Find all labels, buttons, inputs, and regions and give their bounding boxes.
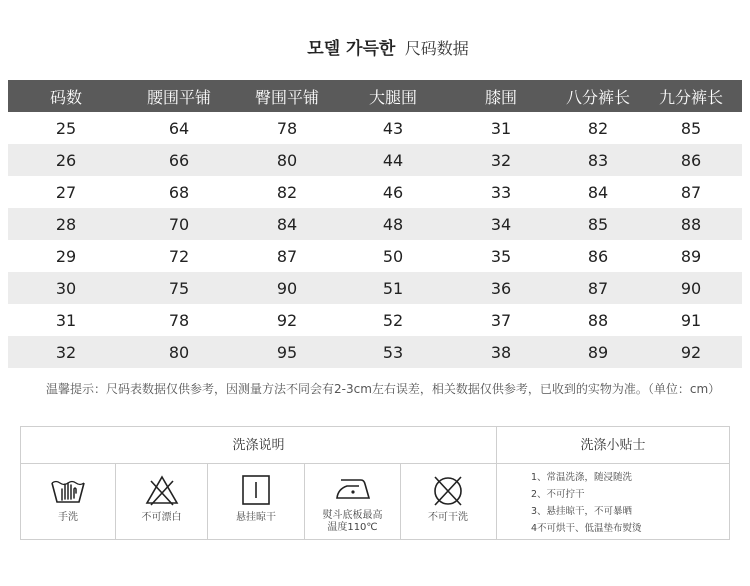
cell-cropped-length: 88 [587,310,609,330]
header-waist: 腰围平铺 [124,80,234,112]
cell-ankle-length: 85 [680,118,702,138]
cell-ankle-length: 88 [640,208,742,240]
cell-waist: 75 [124,272,234,304]
cell-size: 30 [8,272,124,304]
table-row [8,336,742,368]
care-tip: 2、不可拧干 [531,489,585,500]
cell-thigh: 52 [382,310,404,330]
cell-knee: 37 [490,310,512,330]
cell-hip: 82 [276,182,298,202]
cell-cropped-length: 83 [556,144,640,176]
cell-ankle-length: 89 [680,246,702,266]
cell-hip: 80 [234,144,340,176]
header-knee: 膝围 [446,80,556,112]
cell-size: 26 [8,144,124,176]
no-bleach-icon [144,474,180,506]
cell-ankle-length: 87 [680,182,702,202]
cell-knee: 31 [490,118,512,138]
cell-thigh: 53 [340,336,446,368]
table-row [8,144,742,176]
cell-waist: 72 [168,246,190,266]
care-item-no-dry-clean [401,464,495,539]
header-size: 码数 [8,80,124,112]
cell-waist: 80 [124,336,234,368]
cell-size: 28 [8,208,124,240]
cell-waist: 78 [168,310,190,330]
size-table-body [8,112,742,368]
table-row [8,112,742,144]
cell-knee: 38 [446,336,556,368]
cell-thigh: 44 [340,144,446,176]
cell-cropped-length: 82 [587,118,609,138]
cell-ankle-length: 91 [680,310,702,330]
size-table-header [8,80,742,112]
cell-thigh: 50 [382,246,404,266]
care-instructions-title: 洗涤说明 [21,427,497,464]
care-icons-row [21,464,497,539]
page-title [0,34,750,59]
care-tip: 1、常温洗涤，随浸随洗 [531,472,633,483]
cell-hip: 78 [276,118,298,138]
title-chinese: 尺码数据 [404,39,469,58]
cell-knee: 32 [446,144,556,176]
table-row [8,240,742,272]
care-label-no-dry-clean: 不可干洗 [428,512,468,523]
no-dry-clean-icon [430,474,466,508]
cell-waist: 70 [124,208,234,240]
cell-hip: 90 [234,272,340,304]
size-table [8,80,742,368]
cell-cropped-length: 89 [556,336,640,368]
care-tip: 4不可烘干、低温垫布熨烫 [531,523,642,534]
measurement-note: 温馨提示：尺码表数据仅供参考，因测量方法不同会有2-3cm左右误差，相关数据仅供参考，已收到的实物为准。（单位：cm） [46,382,721,396]
table-row [8,304,742,336]
cell-knee: 33 [490,182,512,202]
cell-waist: 66 [124,144,234,176]
cell-hip: 84 [234,208,340,240]
care-label-no-bleach: 不可漂白 [141,512,182,523]
header-ankle-length: 九分裤长 [640,80,742,112]
cell-hip: 87 [276,246,298,266]
cell-cropped-length: 85 [556,208,640,240]
cell-knee: 35 [490,246,512,266]
title-korean: 모델 가득한 [307,39,396,59]
cell-cropped-length: 84 [587,182,609,202]
cell-ankle-length: 90 [640,272,742,304]
cell-knee: 34 [446,208,556,240]
cell-size: 27 [55,182,77,202]
cell-waist: 64 [168,118,190,138]
cell-thigh: 51 [340,272,446,304]
care-item-iron [305,464,401,539]
table-row [8,272,742,304]
cell-knee: 36 [446,272,556,304]
care-tip: 3、悬挂晾干，不可暴晒 [531,506,633,517]
cell-ankle-length: 86 [640,144,742,176]
header-thigh: 大腿围 [340,80,446,112]
care-label-hang-dry: 悬挂晾干 [236,512,276,523]
cell-size: 32 [8,336,124,368]
hand-wash-icon [49,474,87,506]
cell-ankle-length: 92 [640,336,742,368]
hang-dry-icon [240,474,272,506]
cell-size: 29 [55,246,77,266]
care-item-hang-dry [208,464,305,539]
cell-thigh: 46 [382,182,404,202]
cell-thigh: 43 [382,118,404,138]
care-panel [20,426,730,540]
care-item-no-bleach [116,464,208,539]
table-row [8,176,742,208]
table-row [8,208,742,240]
care-label-hand-wash: 手洗 [58,512,78,523]
iron-icon [333,474,373,504]
care-label-iron [305,510,400,534]
cell-size: 31 [55,310,77,330]
header-hip: 臀围平铺 [234,80,340,112]
header-cropped-length: 八分裤长 [556,80,640,112]
care-label-iron-line1: 熨斗底板最高 [322,510,383,521]
cell-size: 25 [55,118,77,138]
cell-cropped-length: 86 [587,246,609,266]
cell-thigh: 48 [340,208,446,240]
care-label-iron-line2: 温度110℃ [327,522,378,533]
cell-hip: 95 [234,336,340,368]
care-item-hand-wash [21,464,116,539]
cell-waist: 68 [168,182,190,202]
cell-cropped-length: 87 [556,272,640,304]
care-tips-title: 洗涤小贴士 [497,427,729,464]
care-tips-list [497,464,729,539]
cell-hip: 92 [276,310,298,330]
